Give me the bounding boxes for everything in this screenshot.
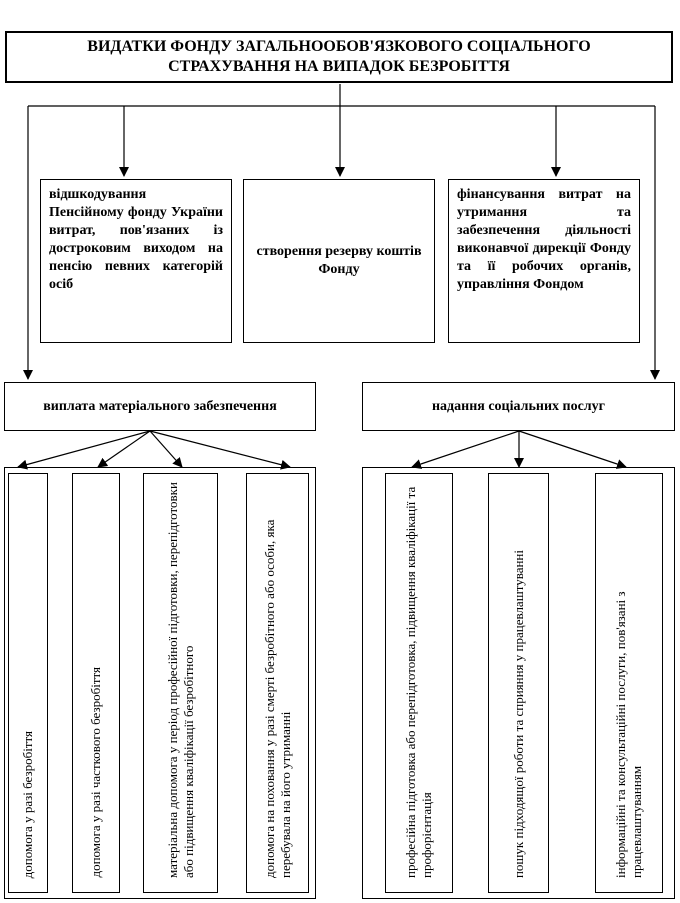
material-item: [8, 473, 48, 893]
reserve-text: створення резерву коштів Фонду: [256, 244, 422, 277]
service-item: [488, 473, 549, 893]
arrow-to-material-item-1: [18, 431, 150, 467]
arrow-to-material-item-3: [150, 431, 182, 467]
financing-text: фінансування витрат на утримання та забезпечення діяльності виконавчої дирекції Фонду та її робочих органів, управління Фондом: [457, 187, 631, 292]
compensation-box: [40, 179, 232, 343]
reserve-box: [243, 179, 435, 343]
material-category-text: виплата матеріального забезпечення: [43, 398, 277, 414]
financing-box: [448, 179, 640, 343]
arrow-to-service-item-1: [412, 431, 519, 467]
material-item-text: допомога у разі безробіття: [20, 730, 35, 878]
services-category-box: [362, 382, 675, 431]
arrow-to-material-item-2: [98, 431, 150, 467]
compensation-text: відшкодування Пенсійному фонду України витрат, пов'язаних із достроковим виходом на пенсію певних категорій осіб: [49, 187, 223, 292]
service-item-text: інформаційні та консультаційні послуги, пов'язані з працевлаштуванням: [613, 591, 644, 878]
title-text: ВИДАТКИ ФОНДУ ЗАГАЛЬНООБОВ'ЯЗКОВОГО СОЦІАЛЬНОГО СТРАХУВАННЯ НА ВИПАДОК БЕЗРОБІТТЯ: [87, 38, 591, 75]
material-item-text: допомога у разі часткового безробіття: [88, 667, 103, 878]
arrow-to-service-item-3: [519, 431, 626, 467]
service-item-text: професійна підготовка або перепідготовка, підвищення кваліфікації та профорієнтація: [403, 486, 434, 878]
material-item: [246, 473, 309, 893]
material-item-text: допомога на поховання у разі смерті безробітного або особи, яка перебувала на його утриманні: [261, 519, 293, 878]
service-item: [385, 473, 453, 893]
title-box: [5, 31, 673, 83]
material-item-text: матеріальна допомога у період професійної підготовки, перепідготовки або підвищення кваліфікації безробітного: [164, 482, 196, 878]
arrow-to-material-item-4: [150, 431, 290, 467]
material-item: [143, 473, 218, 893]
material-item: [72, 473, 120, 893]
services-category-text: надання соціальних послуг: [431, 398, 606, 414]
service-item-text: пошук підходящої роботи та сприяння у працевлаштуванні: [510, 549, 526, 878]
service-item: [595, 473, 663, 893]
material-category-box: [4, 382, 316, 431]
